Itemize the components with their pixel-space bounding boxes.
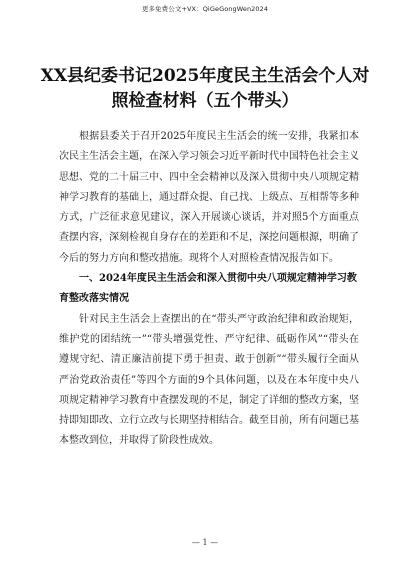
section-heading: 一、2024年度民主生活会和深入贯彻中央八项规定精神学习教育整改落实情况 (59, 273, 357, 305)
document-title: XX县纪委书记2025年度民主生活会个人对照检查材料（五个带头） (40, 66, 370, 111)
section-paragraph: 针对民主生活会上查摆出的在“带头严守政治纪律和政治规矩，维护党的团结统一”“带头增强党性、严守纪律、砥砺作风”“带头在遵规守纪、清正廉洁前提下勇于担责、敢于创新”“带头履行全面从严治党政治责任”等四个方面的9个具体问题，以及在本年度中央八项规定精神学习教育中查摆发现的不足，制定了详细的整改方案，坚持即知即改、立行立改与长期坚持相结合。截至目前，所有问题已基本整改到位，并取得了阶段性成效。 (59, 313, 359, 447)
intro-paragraph: 根据县委关于召开2025年度民主生活会的统一安排，我紧扣本次民主生活会主题，在深入学习领会习近平新时代中国特色社会主义思想、党的二十届三中、四中全会精神以及深入贯彻中央八项规定精神学习教育的基础上，通过群众提、自己找、上级点、互相帮等多种方式，广泛征求意见建议，深入开展谈心谈话，并对照5个方面重点查摆内容，深刻检视自身存在的差距和不足，深挖问题根源，明确了今后的努力方向和整改措施。现将个人对照检查情况报告如下。 (59, 131, 359, 264)
page-number: — 1 — (191, 538, 219, 547)
document-body (59, 127, 359, 452)
header-banner: 更多免费公文+VX：QiGeGongWen2024 (141, 5, 269, 13)
